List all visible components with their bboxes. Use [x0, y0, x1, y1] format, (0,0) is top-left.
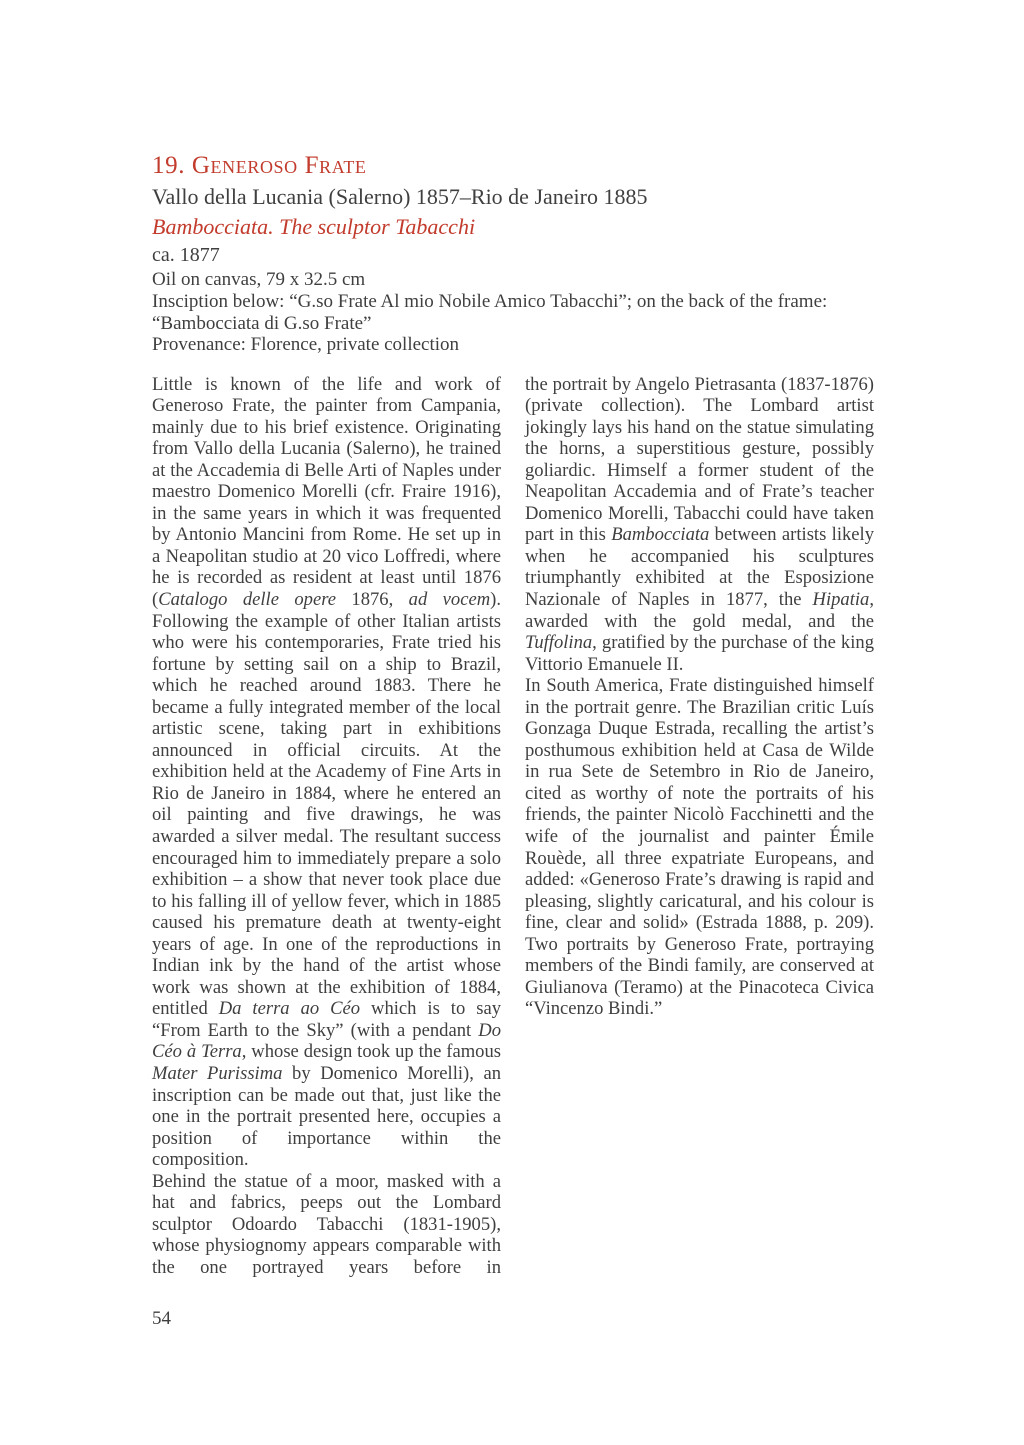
right-column — [525, 374, 874, 1279]
entry-header — [152, 150, 874, 356]
artwork-title: Bambocciata. The sculptor Tabacchi — [152, 214, 476, 239]
entry-body — [152, 374, 874, 1279]
paragraph: Little is known of the life and work of Generoso Frate, the painter from Campania, mainly due to his brief existence. Originating from Vallo della Lucania (Salerno), he trained at the Accademia di Belle Arti of Naples under maestro Domenico Morelli (cfr. Fraire 1916), in the same years in which it was frequented by Antonio Mancini from Rome. He set up in a Neapolitan studio at 20 vico Loffredi, where he is recorded as resident at least until 1876 (Catalogo delle opere 1876, ad vocem). Following the example of other Italian artists who were his contemporaries, Frate tried his fortune by setting sail on a ship to Brazil, which he reached around 1883. There he became a fully integrated member of the local artistic scene, taking part in exhibitions announced in official circuits. At the exhibition held at the Academy of Fine Arts in Rio de Janeiro in 1884, where he entered an oil painting and five drawings, he was awarded a silver medal. The resultant success encouraged him to immediately prepare a solo exhibition – a show that never took place due to his falling ill of yellow fever, which in 1885 caused his premature death at twenty-eight years of age. In one of the reproductions in Indian ink by the hand of the artist whose work was shown at the exhibition of 1884, entitled Da terra ao Céo which is to say “From Earth to the Sky” (with a pendant Do Céo à Terra, whose design took up the famous Mater Purissima by Domenico Morelli), an inscription can be made out that, just like the one in the portrait presented here, occupies a position of importance within the composition. — [152, 373, 502, 1171]
paragraph: Behind the statue of a moor, masked with a hat and fabrics, peeps out the Lombard sculptor Odoardo Tabacchi (1831-1905), whose physiognomy appears comparable with the one portrayed years before in — [152, 1170, 501, 1278]
entry-content — [152, 150, 874, 1278]
artist-life-dates: Vallo della Lucania (Salerno) 1857–Rio de Janeiro 1885 — [152, 184, 648, 209]
provenance: Provenance: Florence, private collection — [152, 334, 460, 355]
left-column — [152, 374, 501, 1279]
artwork-medium: Oil on canvas, 79 x 32.5 cm — [152, 269, 366, 290]
paragraph: the portrait by Angelo Pietrasanta (1837-1876) (private collection). The Lombard artist jokingly lays his hand on the statue simulating the horns, a superstitious gesture, possibly goliardic. Himself a former student of the Neapolitan Accademia and of Frate’s teacher Domenico Morelli, Tabacchi could have taken part in this Bambocciata between artists likely when he accompanied his sculptures triumphantly exhibited at the Esposizione Nazionale of Naples in 1877, the Hipatia, awarded with the gold medal, and the Tuffolina, gratified by the purchase of the king Vittorio Emanuele II. — [525, 373, 875, 675]
entry-heading: 19. Generoso Frate — [152, 152, 367, 179]
paragraph: In South America, Frate distinguished himself in the portrait genre. The Brazilian critic Luís Gonzaga Duque Estrada, recalling the artist’s posthumous exhibition held at Casa de Wilde in rua Sete de Setembro in Rio de Janeiro, cited as worthy of note the portraits of his friends, the painter Nicolò Facchinetti and the wife of the journalist and painter Émile Rouède, all three expatriate Europeans, and added: «Generoso Frate’s drawing is rapid and pleasing, slightly caricatural, and his colour is fine, clear and solid» (Estrada 1888, p. 209). Two portraits by Generoso Frate, portraying members of the Bindi family, are conserved at Giulianova (Teramo) at the Pinacoteca Civica “Vincenzo Bindi.” — [525, 675, 874, 1020]
inscription-line-1: Insciption below: “G.so Frate Al mio Nobile Amico Tabacchi”; on the back of the frame: — [152, 291, 828, 312]
page-number: 54 — [152, 1308, 171, 1329]
inscription-line-2: “Bambocciata di G.so Frate” — [152, 312, 372, 334]
artwork-date: ca. 1877 — [152, 244, 220, 266]
